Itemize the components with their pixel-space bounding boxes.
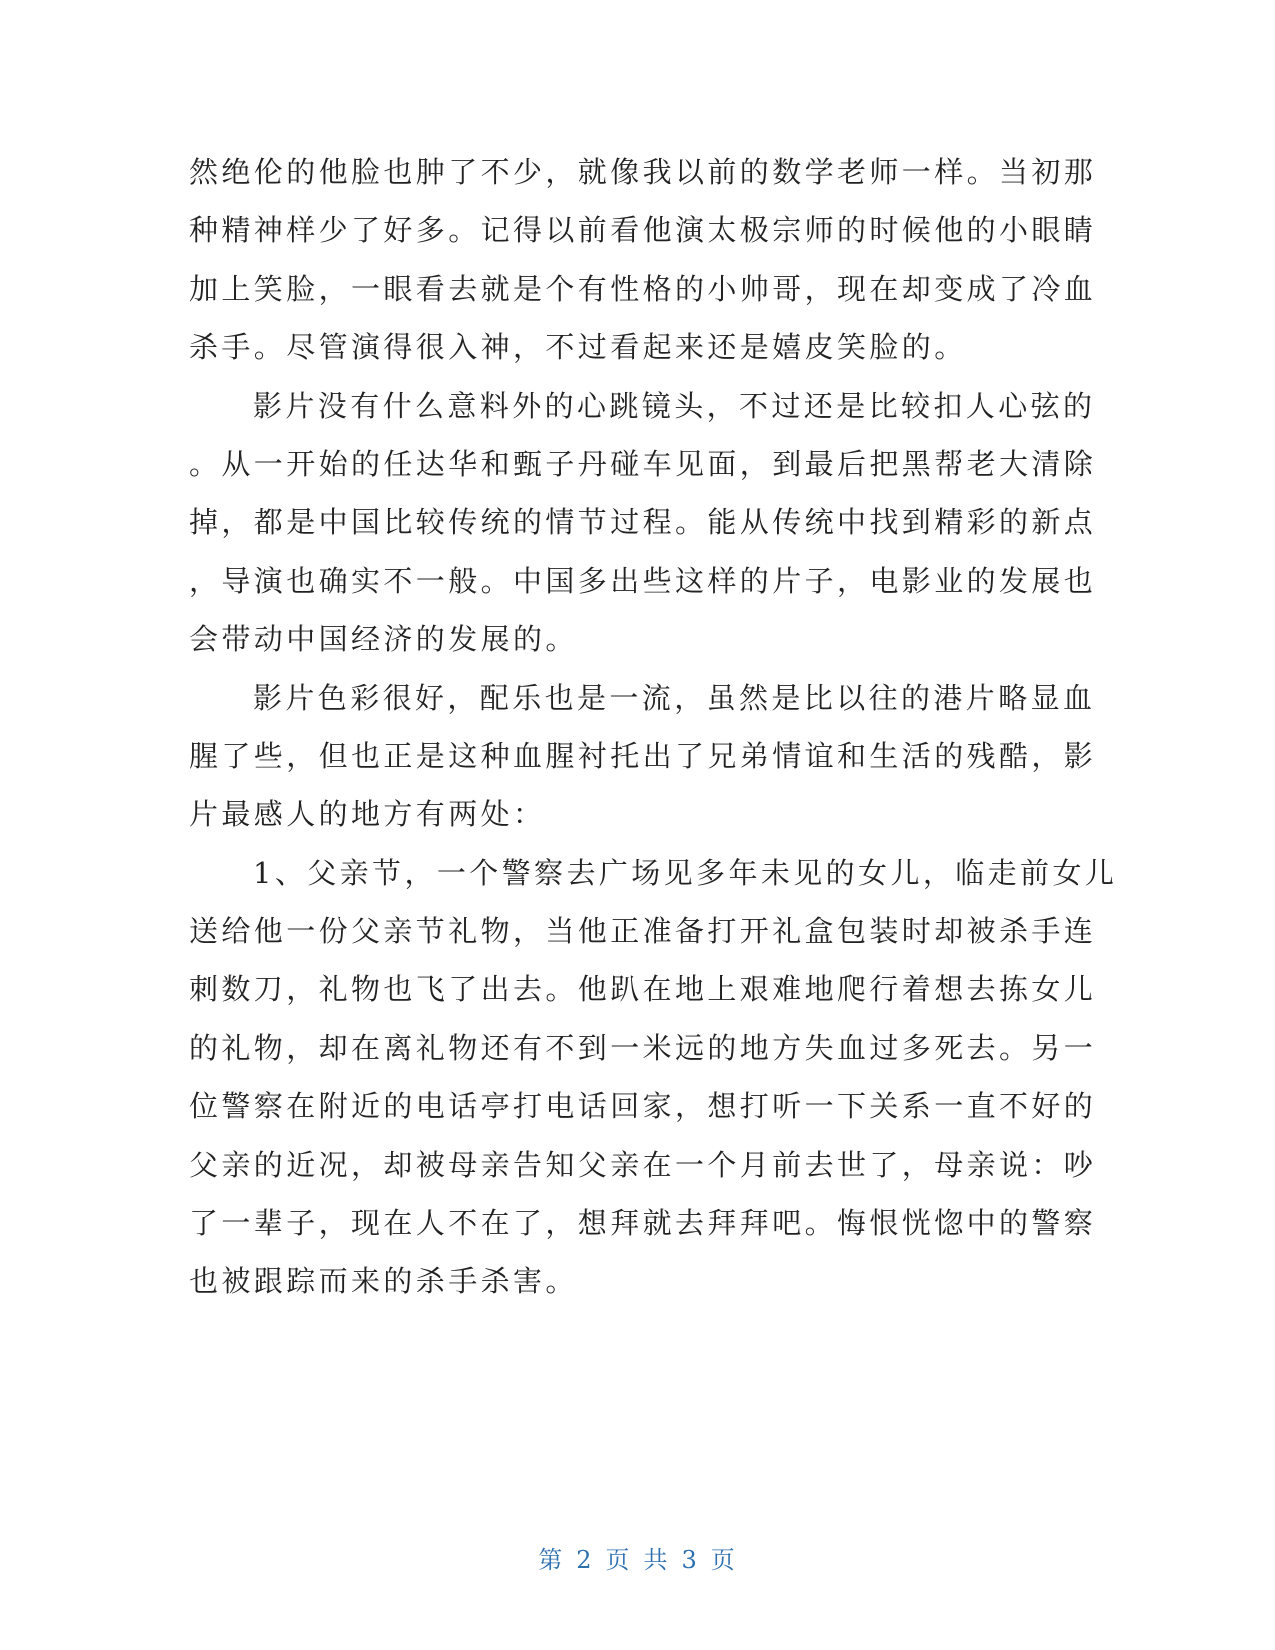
text-line: 位警察在附近的电话亭打电话回家，想打听一下关系一直不好的 xyxy=(189,1089,1097,1124)
footer-total-prefix: 共 xyxy=(643,1546,670,1574)
text-line: ，导演也确实不一般。中国多出些这样的片子，电影业的发展也 xyxy=(189,563,1097,598)
text-line: 会带动中国经济的发展的。 xyxy=(189,622,578,657)
footer-total-suffix: 页 xyxy=(710,1546,737,1574)
footer-page-label: 页 xyxy=(605,1546,632,1574)
text-line: 父亲的近况，却被母亲告知父亲在一个月前去世了，母亲说：吵 xyxy=(189,1147,1097,1182)
text-line: 腥了些，但也正是这种血腥衬托出了兄弟情谊和生活的残酷，影 xyxy=(189,738,1097,773)
text-line: 刺数刀，礼物也飞了出去。他趴在地上艰难地爬行着想去拣女儿 xyxy=(189,972,1097,1007)
page-number-footer xyxy=(0,1540,1275,1575)
text-line: 了一辈子，现在人不在了，想拜就去拜拜吧。悔恨恍惚中的警察 xyxy=(189,1206,1097,1241)
text-line: 杀手。尽管演得很入神，不过看起来还是嬉皮笑脸的。 xyxy=(189,330,967,365)
text-line: 送给他一份父亲节礼物，当他正准备打开礼盒包装时却被杀手连 xyxy=(189,914,1097,949)
text-line: 的礼物，却在离礼物还有不到一米远的地方失血过多死去。另一 xyxy=(189,1030,1097,1065)
text-line: 种精神样少了好多。记得以前看他演太极宗师的时候他的小眼睛 xyxy=(189,213,1097,248)
paragraph-first-line: 影片没有什么意料外的心跳镜头，不过还是比较扣人心弦的 xyxy=(253,388,1096,423)
paragraph-first-line: 1、父亲节，一个警察去广场见多年未见的女儿，临走前女儿 xyxy=(253,855,1118,890)
text-line: 。从一开始的任达华和甄子丹碰车见面，到最后把黑帮老大清除 xyxy=(189,446,1097,481)
text-line: 片最感人的地方有两处： xyxy=(189,797,546,832)
text-line: 掉，都是中国比较传统的情节过程。能从传统中找到精彩的新点 xyxy=(189,505,1097,540)
text-line: 然绝伦的他脸也肿了不少，就像我以前的数学老师一样。当初那 xyxy=(189,155,1097,189)
text-line: 加上笑脸，一眼看去就是个有性格的小帅哥，现在却变成了冷血 xyxy=(189,271,1097,306)
document-body xyxy=(189,143,1118,1311)
current-page-number: 2 xyxy=(576,1546,594,1574)
text-line: 也被跟踪而来的杀手杀害。 xyxy=(189,1264,578,1299)
paragraph-first-line: 影片色彩很好，配乐也是一流，虽然是比以往的港片略显血 xyxy=(253,680,1096,715)
total-pages-number: 3 xyxy=(681,1546,699,1574)
footer-prefix: 第 xyxy=(538,1546,565,1574)
